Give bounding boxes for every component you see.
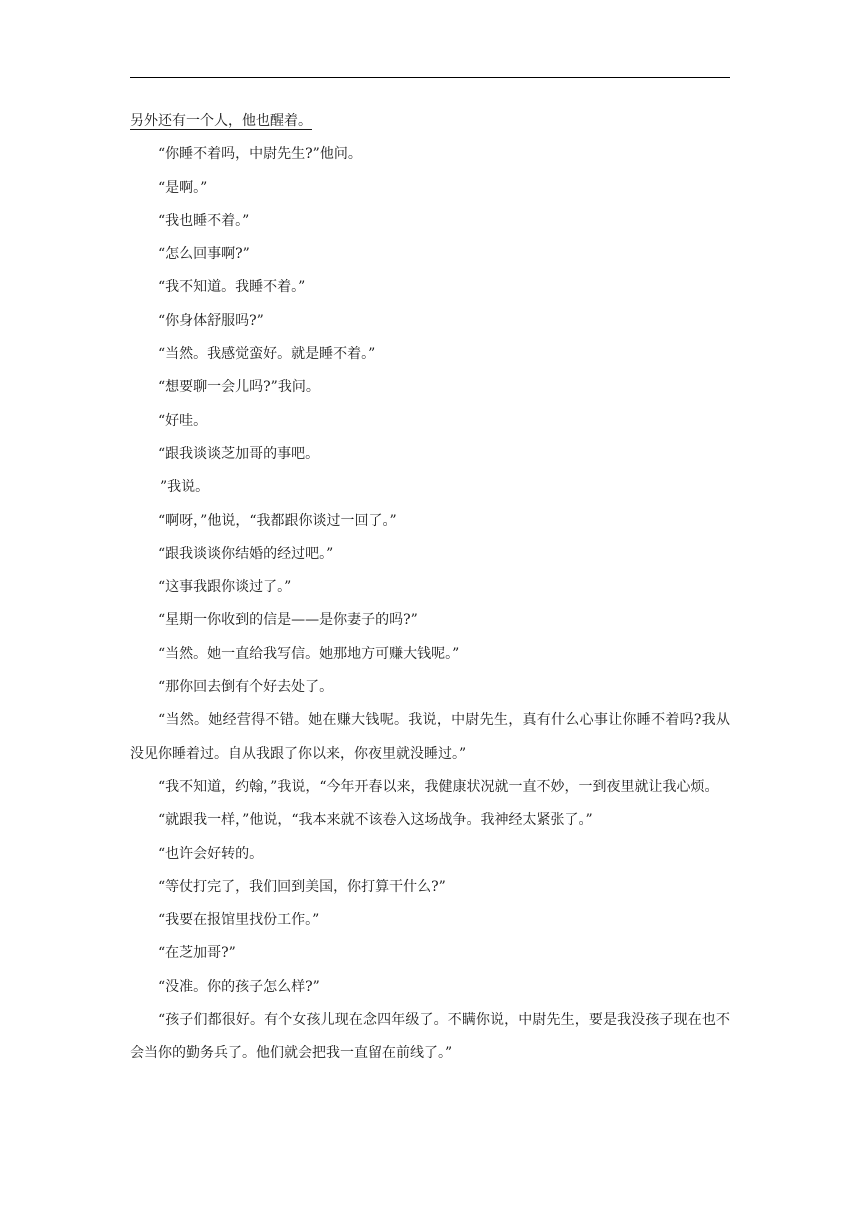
document-body [130,105,730,1071]
paragraph: “我不知道，约翰，”我说，“今年开春以来，我健康状况就一直不妙，一到夜里就让我心烦。 [158,778,719,795]
paragraph [130,105,730,138]
paragraph: “当然。我感觉蛮好。就是睡不着。” [158,346,376,363]
paragraph: “你睡不着吗，中尉先生?”他问。 [158,146,362,163]
paragraph: “在芝加哥?” [158,945,236,962]
paragraph: “我不知道。我睡不着。” [158,279,306,296]
paragraph: “当然。她经营得不错。她在赚大钱呢。我说，中尉先生，真有什么心事让你睡不着吗?我从没见你睡着过。自从我跟了你以来，你夜里就没睡过。” [130,712,730,762]
paragraph: “啊呀，”他说，“我都跟你谈过一回了。” [158,512,397,529]
paragraph: “也许会好转的。 [158,845,264,862]
paragraph: “这事我跟你谈过了。” [158,579,292,596]
paragraph: “你身体舒服吗?” [158,312,264,329]
underlined-opening-line: 另外还有一个人，他也醒着。 [130,113,312,129]
paragraph: “没准。你的孩子怎么样?” [158,978,320,995]
paragraph: “我也睡不着。” [158,212,250,229]
paragraph: “那你回去倒有个好去处了。 [158,679,334,696]
paragraph: “跟我谈谈你结婚的经过吧。” [158,545,334,562]
paragraph: “是啊。” [158,179,208,196]
paragraph: “怎么回事啊?” [158,246,250,263]
paragraph: “跟我谈谈芝加哥的事吧。 [158,445,320,462]
paragraph: “当然。她一直给我写信。她那地方可赚大钱呢。” [158,645,460,662]
header-rule [130,77,730,78]
paragraph: ”我说。 [160,479,210,496]
paragraph: “等仗打完了，我们回到美国，你打算干什么?” [158,878,446,895]
paragraph: “孩子们都很好。有个女孩儿现在念四年级了。不瞒你说，中尉先生，要是我没孩子现在也不会当你的勤务兵了。他们就会把我一直留在前线了。” [130,1012,730,1062]
paragraph: “星期一你收到的信是——是你妻子的吗?” [158,612,418,629]
paragraph: “好哇。 [158,412,208,429]
paragraph: “想要聊一会儿吗?”我问。 [158,379,320,396]
paragraph: “我要在报馆里找份工作。” [158,912,320,929]
paragraph: “就跟我一样，”他说，“我本来就不该卷入这场战争。我神经太紧张了。” [158,812,593,829]
